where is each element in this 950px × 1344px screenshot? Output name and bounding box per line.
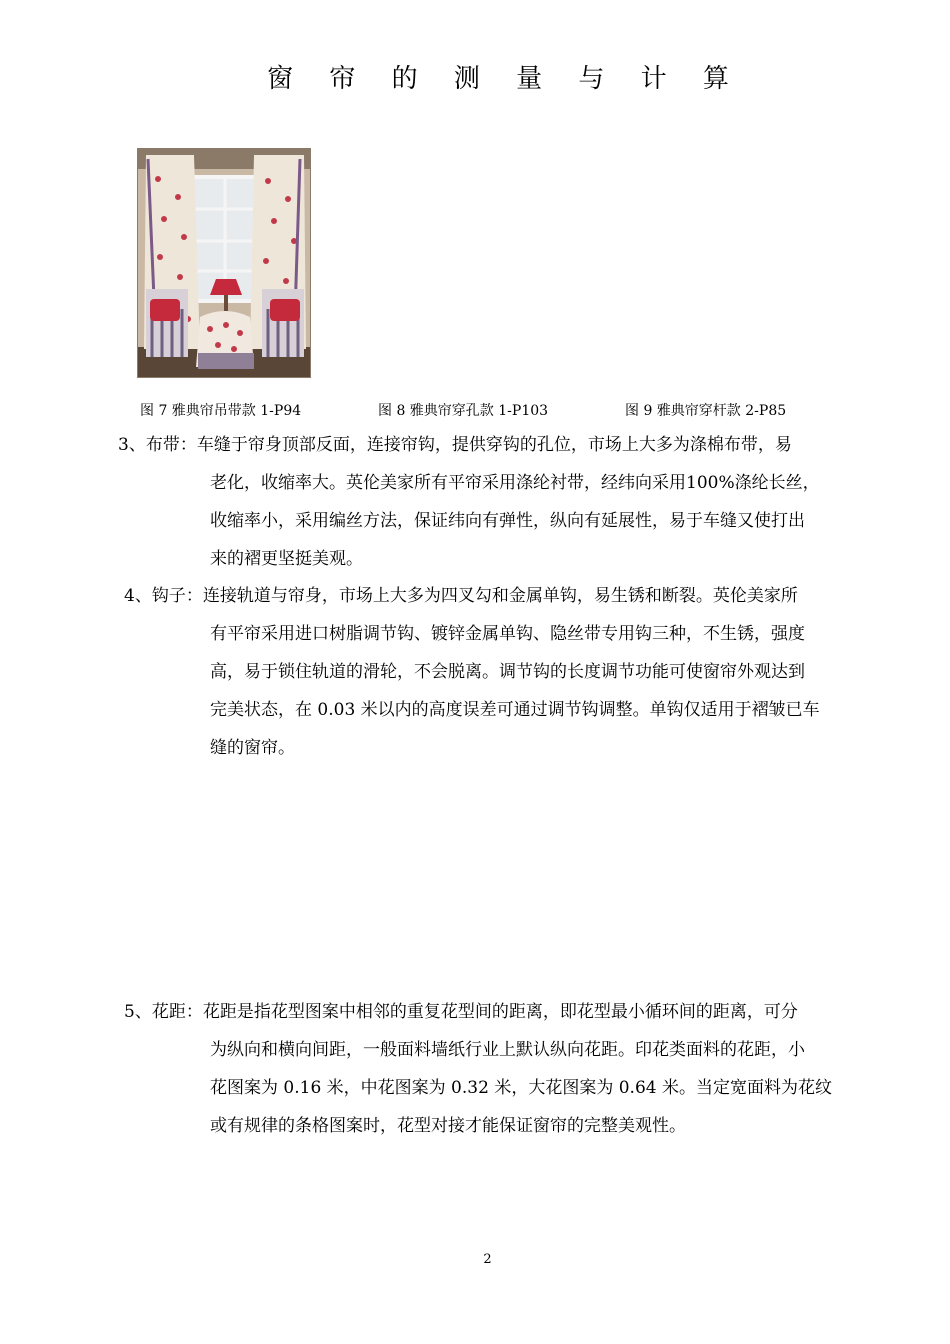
paragraph-line: 收缩率小，采用编丝方法，保证纬向有弹性，纵向有延展性，易于车缝又使打出	[210, 511, 805, 531]
figure-caption: 图 7 雅典帘吊带款 1-P94	[140, 403, 302, 419]
page-title: 窗 帘 的 测 量 与 计 算	[267, 64, 743, 94]
curtain-room-image	[138, 149, 310, 377]
paragraph-line: 来的褶更坚挺美观。	[210, 549, 363, 569]
paragraph-line: 高，易于锁住轨道的滑轮，不会脱离。调节钩的长度调节功能可使窗帘外观达到	[210, 662, 805, 682]
figure-caption: 图 8 雅典帘穿孔款 1-P103	[378, 403, 549, 419]
paragraph-line: 3、布带：车缝于帘身顶部反面，连接帘钩，提供穿钩的孔位，市场上大多为涤棉布带，易	[118, 435, 792, 455]
section-tape	[118, 426, 820, 578]
paragraph-line: 花图案为 0.16 米，中花图案为 0.32 米，大花图案为 0.64 米。当定宽面料为花纹	[210, 1078, 832, 1098]
paragraph-line: 老化，收缩率大。英伦美家所有平帘采用涤纶衬带，经纬向采用100%涤纶长丝，	[210, 473, 820, 493]
paragraph-line: 缝的窗帘。	[210, 738, 295, 758]
section-hooks	[124, 577, 820, 767]
curtain-photo	[137, 148, 311, 378]
page-number: 2	[483, 1252, 492, 1267]
paragraph-line: 5、花距：花距是指花型图案中相邻的重复花型间的距离，即花型最小循环间的距离，可分	[124, 1002, 798, 1022]
paragraph-line: 或有规律的条格图案时，花型对接才能保证窗帘的完整美观性。	[210, 1116, 686, 1136]
paragraph-line: 完美状态，在 0.03 米以内的高度误差可通过调节钩调整。单钩仅适用于褶皱已车	[210, 700, 820, 720]
section-pattern-repeat	[124, 993, 832, 1145]
paragraph-line: 有平帘采用进口树脂调节钩、镀锌金属单钩、隐丝带专用钩三种，不生锈，强度	[210, 624, 805, 644]
paragraph-line: 4、钩子：连接轨道与帘身，市场上大多为四叉勾和金属单钩，易生锈和断裂。英伦美家所	[124, 586, 798, 606]
paragraph-line: 为纵向和横向间距，一般面料墙纸行业上默认纵向花距。印花类面料的花距，小	[210, 1040, 805, 1060]
figure-caption: 图 9 雅典帘穿杆款 2-P85	[625, 403, 787, 419]
